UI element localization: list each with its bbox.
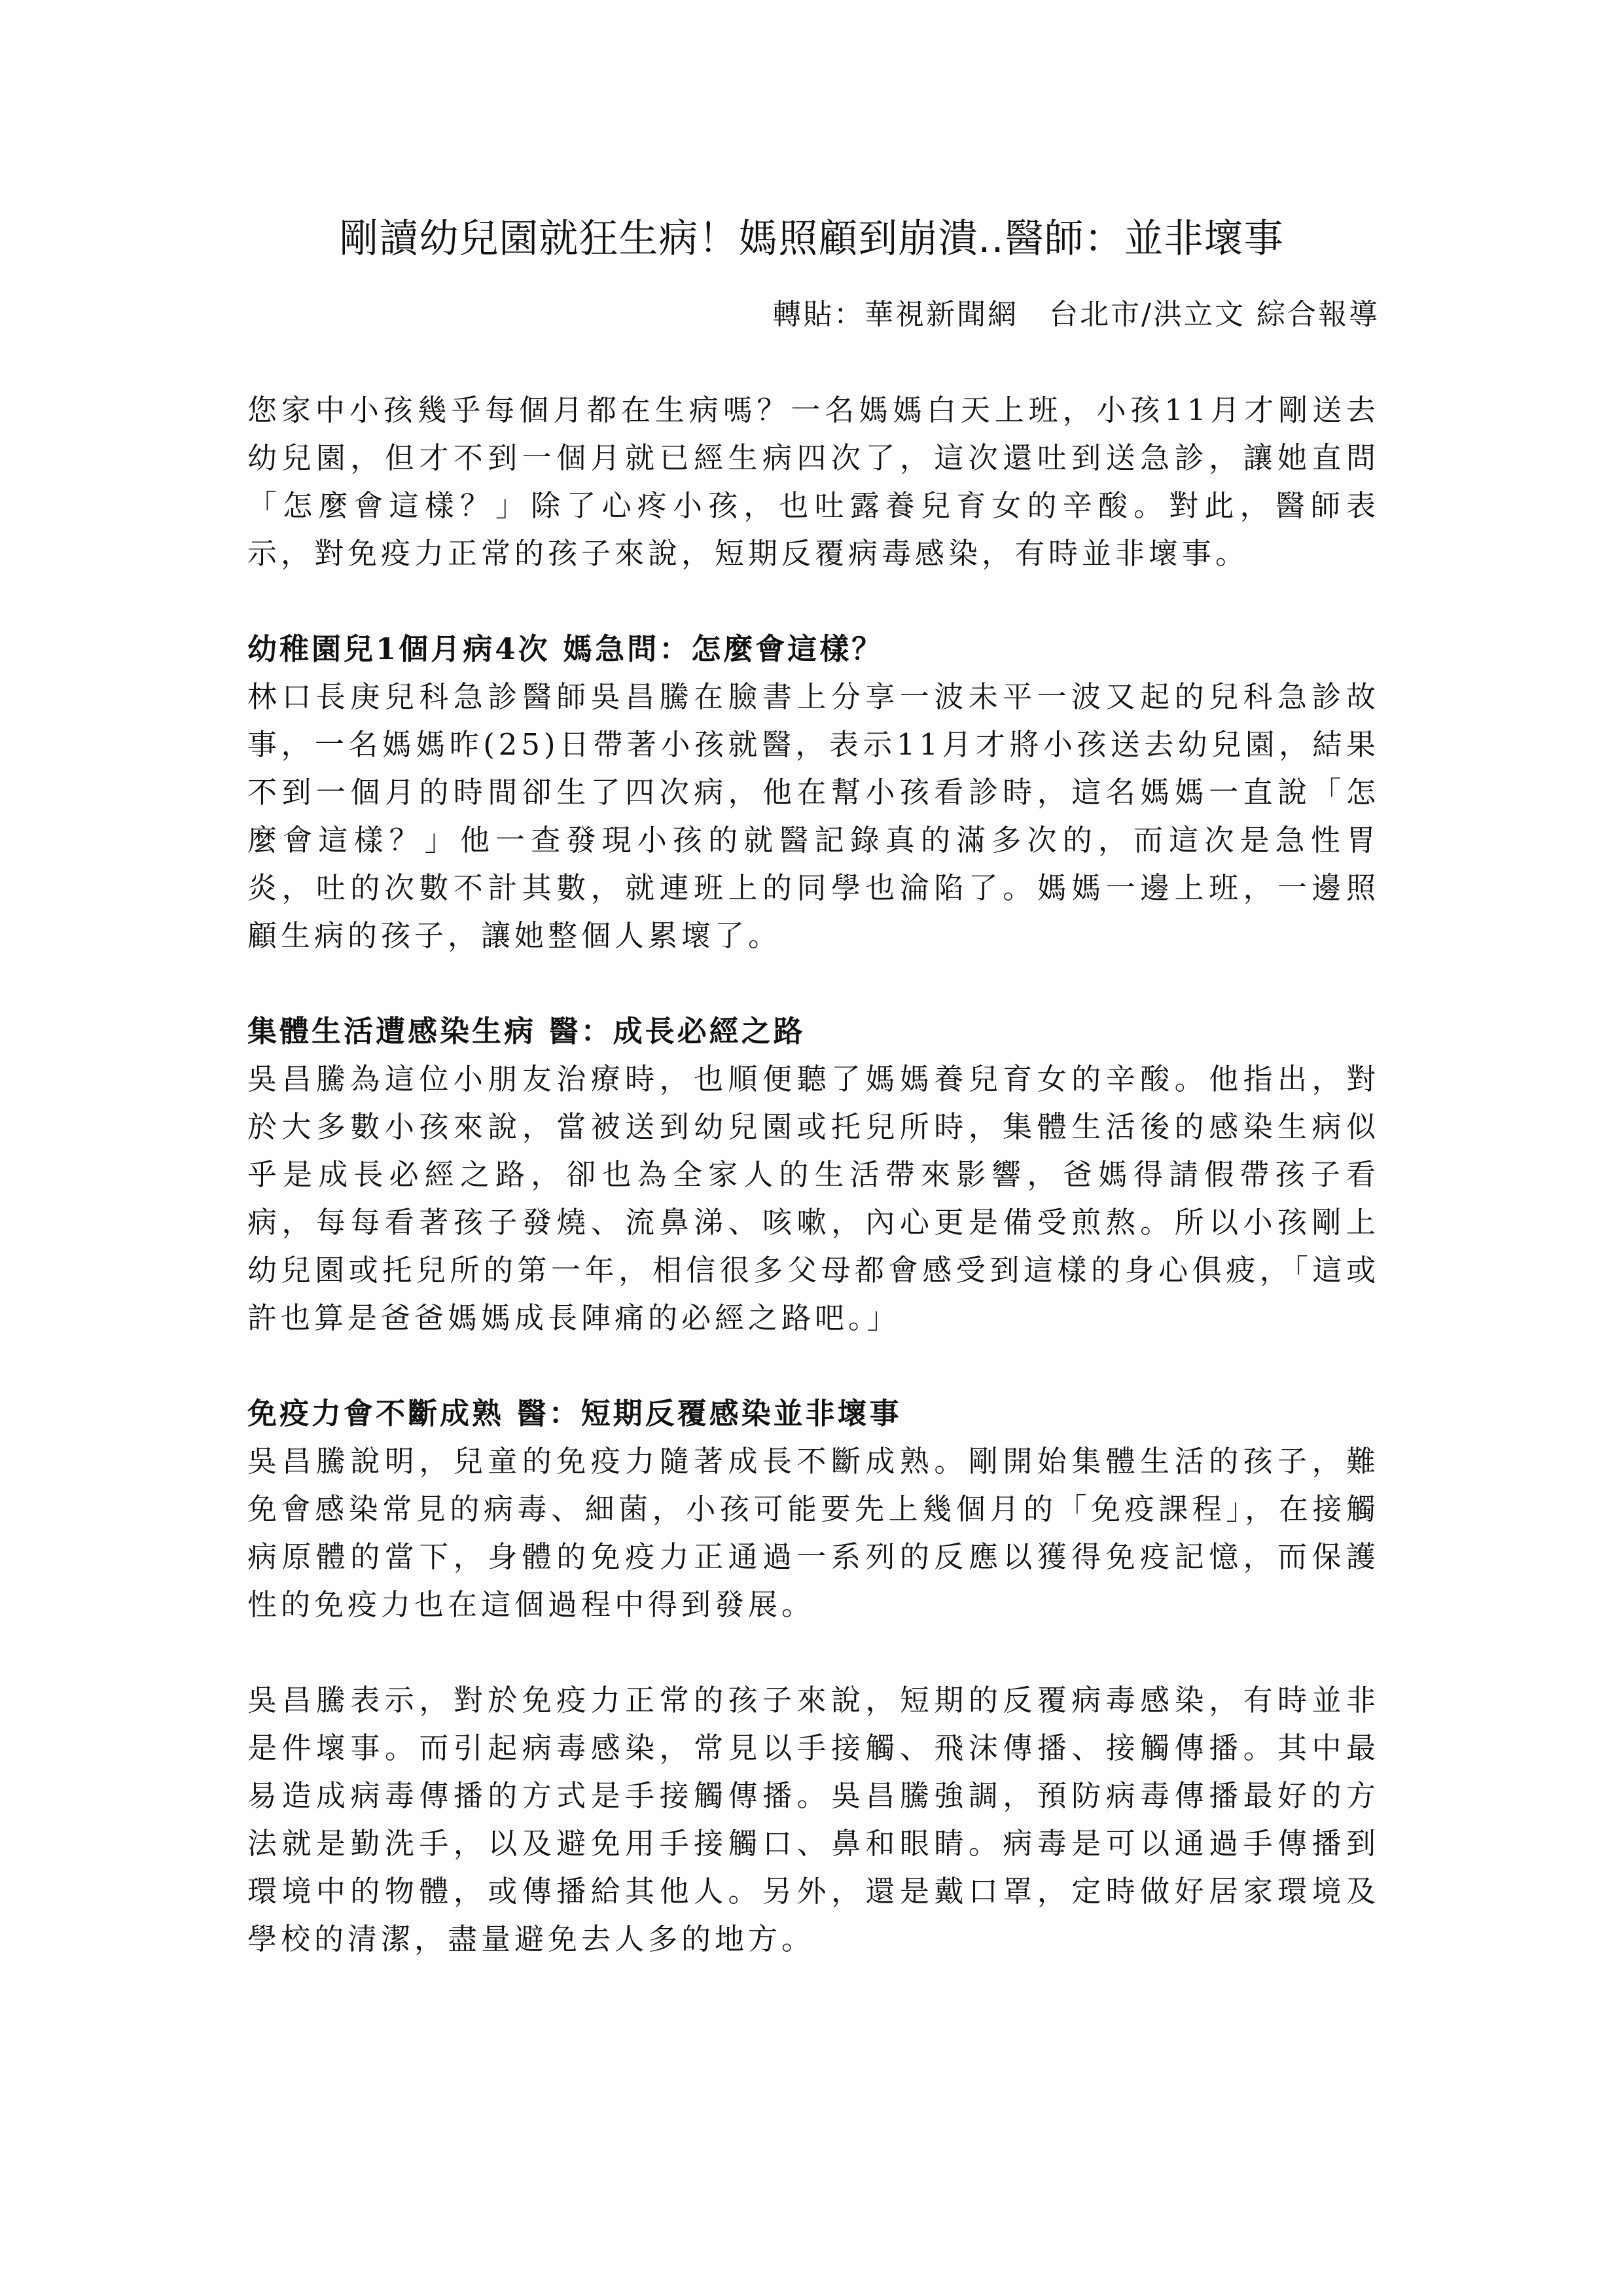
section-paragraph: 林口長庚兒科急診醫師吳昌騰在臉書上分享一波未平一波又起的兒科急診故事，一名媽媽昨(25)日帶著小孩就醫，表示11月才將小孩送去幼兒園，結果不到一個月的時間卻生了四次病，他在幫小孩看診時，這名媽媽一直說「怎麼會這樣？」他一查發現小孩的就醫記錄真的滿多次的，而這次是急性胃炎，吐的次數不計其數，就連班上的同學也淪陷了。媽媽一邊上班，一邊照顧生病的孩子，讓她整個人累壞了。 bbox=[247, 679, 1380, 953]
section-paragraph: 吳昌騰表示，對於免疫力正常的孩子來說，短期的反覆病毒感染，有時並非是件壞事。而引起病毒感染，常見以手接觸、飛沫傳播、接觸傳播。其中最易造成病毒傳播的方式是手接觸傳播。吳昌騰強調，預防病毒傳播最好的方法就是勤洗手，以及避免用手接觸口、鼻和眼睛。病毒是可以通過手傳播到環境中的物體，或傳播給其他人。另外，還是戴口罩，定時做好居家環境及學校的清潔，盡量避免去人多的地方。 bbox=[247, 1683, 1380, 1956]
section-heading: 集體生活遭感染生病 醫：成長必經之路 bbox=[247, 1014, 806, 1049]
paragraph-spacer bbox=[247, 1628, 1380, 1676]
paragraph-spacer bbox=[247, 577, 1380, 625]
intro-paragraph: 您家中小孩幾乎每個月都在生病嗎？一名媽媽白天上班，小孩11月才剛送去幼兒園，但才不到一個月就已經生病四次了，這次還吐到送急診，讓她直問「怎麼會這樣？」除了心疼小孩，也吐露養兒育女的辛酸。對此，醫師表示，對免疫力正常的孩子來說，短期反覆病毒感染，有時並非壞事。 bbox=[247, 393, 1380, 571]
paragraph-spacer bbox=[247, 1342, 1380, 1390]
paragraph-spacer bbox=[247, 960, 1380, 1007]
section-heading: 幼稚園兒1個月病4次 媽急問：怎麼會這樣？ bbox=[247, 632, 884, 666]
source-line: 轉貼：華視新聞網 台北市/洪立文 綜合報導 bbox=[772, 298, 1380, 331]
section-heading: 免疫力會不斷成熟 醫：短期反覆感染並非壞事 bbox=[247, 1396, 902, 1431]
section-paragraph: 吳昌騰為這位小朋友治療時，也順便聽了媽媽養兒育女的辛酸。他指出，對於大多數小孩來說，當被送到幼兒園或托兒所時，集體生活後的感染生病似乎是成長必經之路，卻也為全家人的生活帶來影響，爸媽得請假帶孩子看病，每每看著孩子發燒、流鼻涕、咳嗽，內心更是備受煎熬。所以小孩剛上幼兒園或托兒所的第一年，相信很多父母都會感受到這樣的身心俱疲，「這或許也算是爸爸媽媽成長陣痛的必經之路吧。」 bbox=[247, 1062, 1380, 1335]
article-title: 剛讀幼兒園就狂生病！媽照顧到崩潰..醫師：並非壞事 bbox=[339, 216, 1284, 262]
article-body bbox=[247, 386, 1380, 1963]
section-paragraph: 吳昌騰說明，兒童的免疫力隨著成長不斷成熟。剛開始集體生活的孩子，難免會感染常見的病毒、細菌，小孩可能要先上幾個月的「免疫課程」，在接觸病原體的當下，身體的免疫力正通過一系列的反應以獲得免疫記憶，而保護性的免疫力也在這個過程中得到發展。 bbox=[247, 1444, 1380, 1622]
